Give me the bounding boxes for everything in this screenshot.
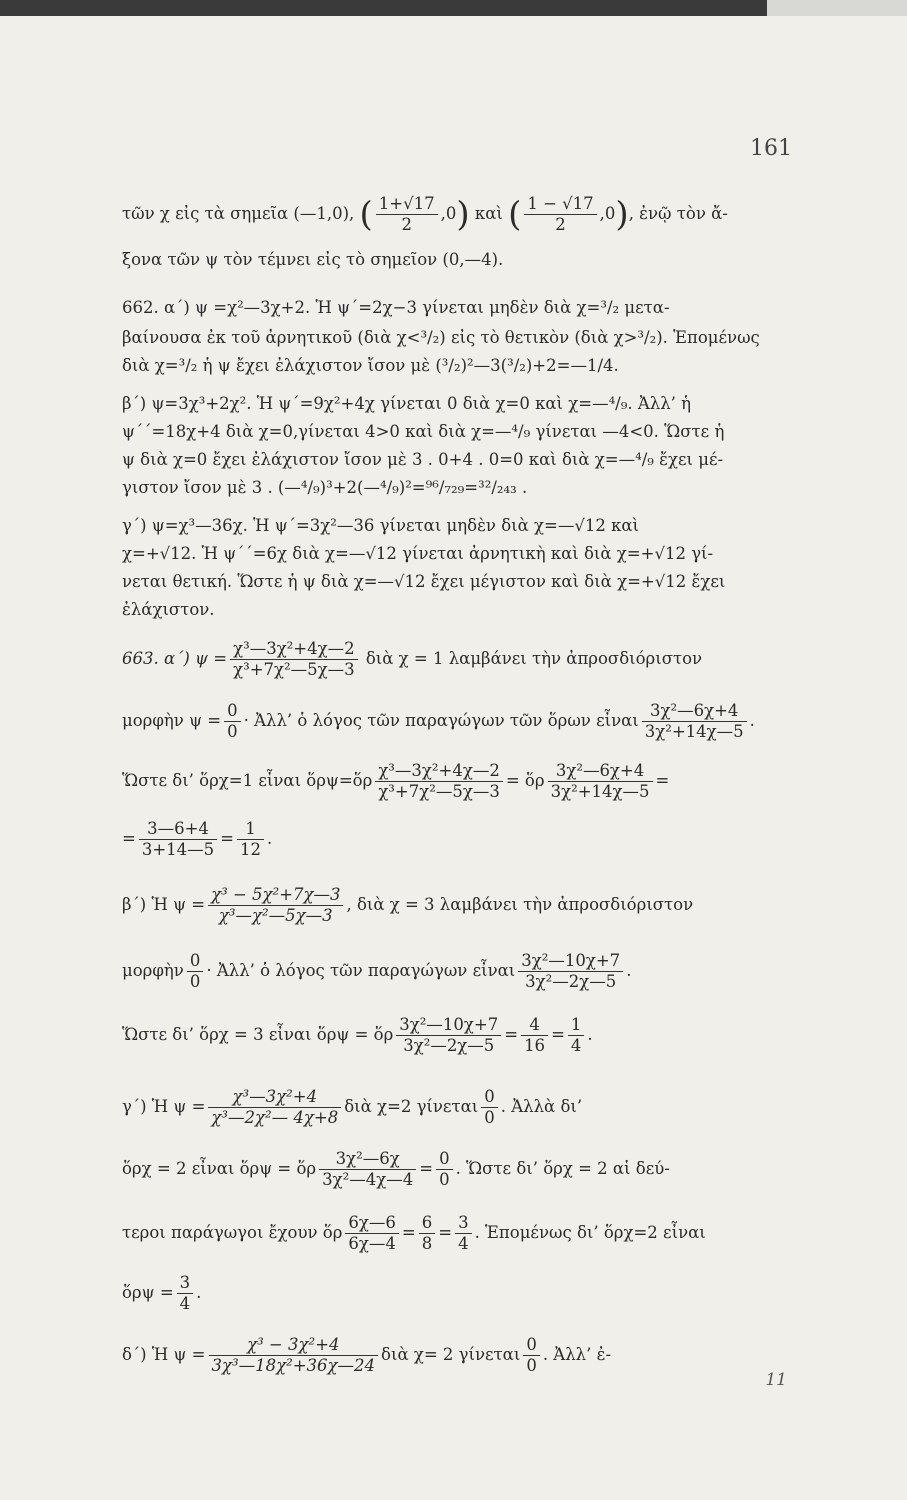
denominator: 3χ²—4χ—4 [322,1170,414,1189]
numerator: χ³—3χ²+4χ—2 [230,639,358,660]
denominator: 2 [555,215,566,234]
text-line-662k: ἐλάχιστον. [122,600,215,619]
text-segment: γ΄) Ἡ ψ = [122,1097,206,1116]
eq-663a-limit [122,756,790,806]
eq-663b-limit: Ὥστε δι’ ὅρχ = 3 εἶναι ὅρψ = ὅρ $\frac{\text{3χ²—10χ+7}}{\text{3χ²—2χ—5}}$ = $\frac{4}{16}$ = $\frac{1}{4}$ . [122,1015,593,1055]
denominator: 3+14—5 [141,840,215,859]
text-segment: τεροι παράγωγοι ἔχουν ὅρ [122,1223,343,1242]
denominator: 0 [439,1170,450,1189]
numerator: 3—6+4 [139,819,217,840]
eq-663a-morph: μορφὴν ψ = $\frac{0}{0}$ · Ἀλλ’ ὁ λόγος τῶν παραγώγων τῶν ὅρων εἶναι $\frac{\text{3χ²—6χ+4}}{\text{3χ²+14χ—5}}$ . [122,701,755,741]
numerator: 3χ²—10χ+7 [518,951,623,972]
denominator: 4 [458,1234,469,1253]
numerator: χ³ − 5χ²+7χ—3 [208,885,343,906]
numerator: 3 [177,1273,194,1294]
numerator: 1+√17 [376,194,438,215]
eq-663c-result: ὅρψ = $\frac{3}{4}$ . [122,1273,202,1313]
numerator: 0 [523,1335,540,1356]
eq-663d [122,1330,790,1380]
text-line-1 [122,188,790,240]
denominator: 6χ—4 [348,1234,396,1253]
text-segment: β΄) Ἡ ψ = [122,895,206,914]
numerator: χ³ − 3χ²+4 [209,1335,379,1356]
fraction [209,1335,379,1376]
eq-663b-morph: μορφὴν $\frac{0}{0}$ · Ἀλλ’ ὁ λόγος τῶν παραγώγων εἶναι $\frac{\text{3χ²—10χ+7}}{\text{3χ²—2χ—5}}$ . [122,951,632,991]
denominator: 0 [227,722,238,741]
paren-open: ( [359,194,373,235]
denominator: 4 [179,1294,191,1313]
numerator: χ³—3χ²+4χ—2 [375,761,503,782]
numerator: 3χ²—6χ+4 [642,701,747,722]
denominator: 16 [524,1036,546,1055]
denominator: χ³+7χ²—5χ—3 [378,782,500,801]
numerator: 3χ²—6χ [319,1149,416,1170]
numerator: 0 [224,701,241,722]
eq-663b [122,880,790,930]
denominator: 8 [421,1234,433,1253]
text-line-662i: χ=+√12. Ἡ ψ΄΄=6χ διὰ χ=—√12 γίνεται ἀρνητικὴ καὶ διὰ χ=+√12 γί- [122,544,714,563]
text-segment: Ὥστε δι’ ὅρχ = 3 εἶναι ὅρψ = ὅρ [122,1025,394,1044]
denominator: 0 [189,972,201,991]
text-segment: . Ἀλλὰ δι’ [500,1097,583,1116]
fraction [436,1149,453,1190]
denominator: 3χ²—2χ—5 [525,972,617,991]
fraction [224,701,241,742]
text-segment: τῶν χ εἰς τὰ σημεῖα (—1,0), [122,204,355,223]
text-line-2: ξονα τῶν ψ τὸν τέμνει εἰς τὸ σημεῖον (0,—4). [122,250,504,269]
text-line-662j: νεται θετική. Ὥστε ἡ ψ διὰ χ=—√12 ἔχει μέγιστον καὶ διὰ χ=+√12 ἔχει [122,572,726,591]
fraction [455,1213,472,1254]
numerator: 0 [187,951,204,972]
fraction [518,951,623,992]
denominator: 0 [526,1356,537,1375]
text-segment: ὅρψ = [122,1283,174,1302]
fraction [521,1015,548,1056]
numerator: 6χ—6 [345,1213,399,1234]
text-segment: διὰ χ = 1 λαμβάνει τὴν ἀπροσδιόριστον [365,649,703,668]
text-segment: · Ἀλλ’ ὁ λόγος τῶν παραγώγων τῶν ὅρων εἶναι [243,711,639,730]
fraction [568,1015,585,1056]
fraction [396,1015,501,1056]
text-segment: . Ἀλλ’ ἐ- [542,1345,612,1364]
fraction [523,1335,540,1376]
fraction [375,761,503,802]
denominator: χ³—χ²—5χ—3 [218,906,333,925]
text-line-662c: διὰ χ=³/₂ ἡ ψ ἔχει ἐλάχιστον ἴσον μὲ (³/₂)²—3(³/₂)+2=—1/4. [122,356,619,375]
text-line-662e: ψ΄΄=18χ+4 διὰ χ=0,γίνεται 4>0 καὶ διὰ χ=—⁴/₉ γίνεται —4<0. Ὥστε ἡ [122,422,725,441]
text-segment: δ΄) Ἡ ψ = [122,1345,206,1364]
text-segment: , διὰ χ = 3 λαμβάνει τὴν ἀπροσδιόριστον [346,895,694,914]
numerator: 3 [455,1213,472,1234]
denominator: 2 [401,215,412,234]
text-segment: διὰ χ= 2 γίνεται [381,1345,521,1364]
numerator: 0 [436,1149,453,1170]
paren-close: ) [456,194,470,235]
fraction [208,1087,341,1128]
text-segment: · Ἀλλ’ ὁ λόγος τῶν παραγώγων εἶναι [206,961,516,980]
text-line-662a: 662. α΄) ψ =χ²—3χ+2. Ἡ ψ΄=2χ−3 γίνεται μηδὲν διὰ χ=³/₂ μετα- [122,298,670,317]
denominator: 3χ³—18χ²+36χ—24 [211,1356,376,1375]
eq-663c-limit: ὅρχ = 2 εἶναι ὅρψ = ὅρ $\frac{\text{3χ²—6χ}}{\text{3χ²—4χ—4}}$ = $\frac{0}{0}$ . Ὥστε δι’ ὅρχ = 2 αἱ δεύ- [122,1149,670,1189]
denominator: 12 [239,840,261,859]
signature-mark: 11 [765,1370,787,1390]
denominator: 0 [484,1108,495,1127]
book-page [0,16,907,1500]
fraction [208,885,343,926]
paren-open: ( [508,194,522,235]
fraction [187,951,204,992]
text-segment: καὶ [474,204,503,223]
fraction [345,1213,399,1254]
numerator: 6 [419,1213,436,1234]
eq-663a-result: = $\frac{3—6+4}{3+14—5}$ = $\frac{1}{12}$ . [122,819,273,859]
text-line-662d: β΄) ψ=3χ³+2χ². Ἡ ψ΄=9χ²+4χ γίνεται 0 διὰ χ=0 καὶ χ=—⁴/₉. Ἀλλ’ ἡ [122,394,692,413]
eq-663c [122,1082,790,1132]
numerator: 0 [481,1087,498,1108]
text-segment: , ἐνῷ τὸν ἄ- [628,204,728,223]
fraction [481,1087,498,1128]
text-line-662h: γ΄) ψ=χ³—36χ. Ἡ ψ΄=3χ²—36 γίνεται μηδὲν διὰ χ=—√12 καὶ [122,516,639,535]
fraction [419,1213,436,1254]
paren-close: ) [615,194,629,235]
problem-label: 663. α΄) ψ = [122,649,228,668]
numerator: 4 [521,1015,548,1036]
fraction [376,194,438,235]
text-line-662b: βαίνουσα ἐκ τοῦ ἀρνητικοῦ (διὰ χ<³/₂) εἰς τὸ θετικὸν (διὰ χ>³/₂). Ἑπομένως [122,328,760,347]
numerator: 1 [568,1015,585,1036]
denominator: 3χ²—2χ—5 [403,1036,495,1055]
text-segment: Ὥστε δι’ ὅρχ=1 εἶναι ὅρψ=ὅρ [122,771,373,790]
denominator: 3χ²+14χ—5 [550,782,650,801]
numerator: 1 [237,819,264,840]
fraction [230,639,358,680]
fraction [642,701,747,742]
text-segment: μορφὴν ψ = [122,711,222,730]
numerator: 3χ²—10χ+7 [396,1015,501,1036]
denominator: χ³+7χ²—5χ—3 [233,660,355,679]
text-line-662g: γιστον ἴσον μὲ 3 . (—⁴/₉)³+2(—⁴/₉)²=⁹⁶/₇₂₉=³²/₂₄₃ . [122,478,528,497]
fraction [139,819,217,860]
fraction [237,819,264,860]
text-segment: διὰ χ=2 γίνεται [344,1097,479,1116]
text-segment: ὅρχ = 2 εἶναι ὅρψ = ὅρ [122,1159,317,1178]
text-line-662f: ψ διὰ χ=0 ἔχει ἐλάχιστον ἴσον μὲ 3 . 0+4 . 0=0 καὶ διὰ χ=—⁴/₉ ἔχει μέ- [122,450,724,469]
text-segment: = ὅρ [505,771,545,790]
fraction [524,194,596,235]
numerator: 1 − √17 [524,194,596,215]
eq-663a [122,634,790,684]
text-segment: μορφὴν [122,961,184,980]
fraction [177,1273,194,1314]
denominator: 4 [570,1036,582,1055]
eq-663c-second: τεροι παράγωγοι ἔχουν ὅρ $\frac{6\chi—6}{6\chi—4}$ = $\frac{6}{8}$ = $\frac{3}{4}$ . Ἑπομένως δι’ ὅρχ=2 εἶναι [122,1213,706,1253]
text-segment: ,0 [599,204,616,223]
text-segment: . Ὥστε δι’ ὅρχ = 2 αἱ δεύ- [455,1159,670,1178]
fraction [548,761,653,802]
denominator: χ³—2χ²— 4χ+8 [211,1108,339,1127]
text-segment: ,0 [440,204,457,223]
numerator: χ³—3χ²+4 [208,1087,341,1108]
text-segment: = [655,771,670,790]
fraction [319,1149,416,1190]
text-segment: . Ἑπομένως δι’ ὅρχ=2 εἶναι [474,1223,706,1242]
scan-top-border [0,0,907,16]
text-segment: = [122,829,136,848]
denominator: 3χ²+14χ—5 [644,722,744,741]
page-number: 161 [750,136,792,161]
numerator: 3χ²—6χ+4 [548,761,653,782]
scan-top-shade [767,0,907,16]
